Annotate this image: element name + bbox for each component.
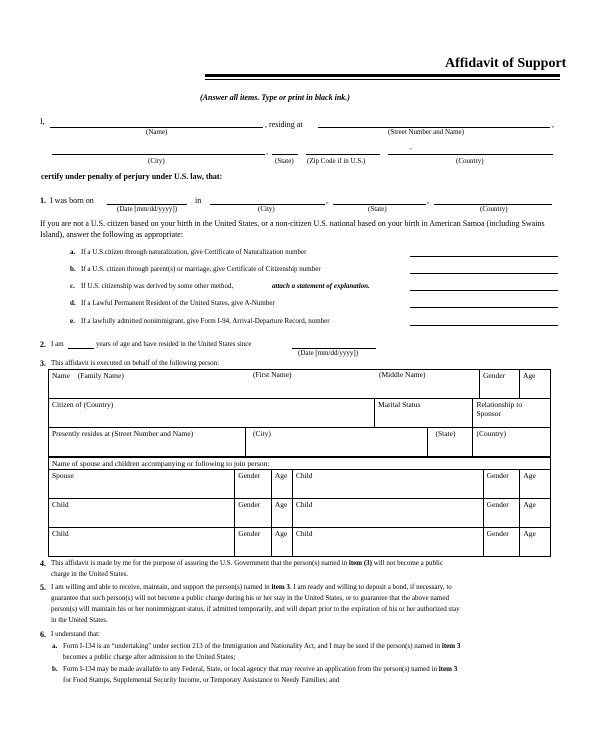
item5-text: [51, 583, 452, 592]
item3-text: This affidavit is executed on behalf of the following person:: [51, 359, 220, 367]
name-label: Name: [52, 371, 70, 380]
relationship-cell[interactable]: [473, 399, 551, 428]
item6-number: 6.: [40, 630, 46, 639]
gender-cell[interactable]: [483, 499, 520, 528]
gender-cell[interactable]: [235, 499, 272, 528]
item2-number: 2.: [40, 340, 46, 349]
option-c-letter: c.: [70, 282, 75, 290]
first-name-label: (First Name): [253, 370, 292, 379]
option-c-text: If U.S. citizenship was derived by some other method,: [81, 282, 234, 290]
item1-number: 1.: [40, 196, 46, 205]
birth-state-caption: (State): [368, 205, 387, 213]
child-label: Child: [52, 529, 69, 538]
age-label: Age: [274, 529, 288, 538]
marital-status-label: Marital Status: [378, 400, 421, 409]
citizenship-number-field[interactable]: [410, 273, 558, 274]
family-member-cell[interactable]: [292, 528, 483, 557]
family-name-label: (Family Name): [77, 371, 124, 380]
i94-number-field[interactable]: [410, 325, 558, 326]
item3-number: 3.: [40, 359, 46, 368]
other-method-field[interactable]: [410, 290, 558, 291]
beneficiary-table: [48, 369, 551, 457]
residence-city-cell[interactable]: [246, 428, 428, 457]
family-member-cell[interactable]: [292, 470, 483, 499]
age-label: Age: [523, 529, 536, 538]
item5-line3: person(s) will maintain his or her nonimmigrant status, if admitted temporarily, and will depart prior to the expiration of his or her authorized stay: [51, 605, 460, 613]
item5-line2: guarantee that such person(s) will not become a public charge during his or her stay in the United States, or to guarantee that the above named: [51, 594, 449, 602]
age-label: Age: [274, 500, 288, 509]
country-field[interactable]: [388, 154, 553, 155]
option-c-emphasis: attach a statement of explanation.: [272, 282, 370, 290]
relationship-label: Relationship to Sponsor: [476, 400, 523, 418]
gender-label: Gender: [486, 500, 509, 509]
born-on-label: I was born on: [50, 196, 94, 205]
spouse-label: Spouse: [52, 471, 74, 480]
item2-text-b: years of age and have resided in the United States since: [96, 340, 252, 348]
city-field[interactable]: [52, 154, 265, 155]
age-cell[interactable]: [520, 470, 551, 499]
in-label: in: [195, 196, 202, 205]
zip-caption: (Zip Code if in U.S.): [307, 157, 366, 165]
citizenship-cell[interactable]: [49, 399, 375, 428]
residing-at-label: , residing at: [265, 120, 303, 129]
i-label: I,: [40, 117, 45, 126]
item6b-letter: b.: [52, 665, 58, 673]
state-field[interactable]: [272, 154, 298, 155]
naturalization-number-field[interactable]: [410, 256, 558, 257]
age-cell[interactable]: [520, 370, 551, 399]
residence-state-label: (State): [435, 429, 456, 438]
item1-paragraph: If you are not a U.S. citizen based on your birth in the United States, or a non-citizen U.S. national based on your birth in American Samoa (including Swains Island), answer the following as appropriate:: [40, 219, 545, 239]
title-rule-thick: [205, 74, 560, 77]
marital-status-cell[interactable]: [375, 399, 473, 428]
gender-label: Gender: [486, 529, 509, 538]
middle-name-label: (Middle Name): [379, 370, 426, 379]
gender-label: Gender: [238, 529, 261, 538]
item4-line2: charge in the United States.: [51, 570, 129, 578]
item6-text: I understand that:: [51, 630, 100, 638]
birth-city-caption: (City): [258, 205, 275, 213]
residence-country-cell[interactable]: [473, 428, 551, 457]
beneficiary-name-cell[interactable]: [49, 370, 480, 399]
option-a-letter: a.: [70, 248, 76, 256]
item6a-text: [63, 642, 460, 651]
item6b-text-a: Form I-134 may be made available to any Federal, State, or local agency that may receive an application from the person(s) named in: [63, 665, 437, 673]
residence-country-label: (Country): [476, 429, 507, 438]
form-title: Affidavit of Support: [445, 56, 567, 71]
family-member-cell[interactable]: [49, 528, 235, 557]
resided-date-caption: (Date [mm/dd/yyyy]): [298, 349, 359, 357]
item2-text-a: I am: [51, 340, 64, 348]
item4-text-a: This affidavit is made by me for the purpose of assuring the U.S. Government that the person(s) named in: [51, 559, 348, 567]
item5-bold: item 3: [271, 583, 290, 591]
table-row: [49, 528, 551, 557]
item5-number: 5.: [40, 583, 46, 592]
item4-text-b: will not become a public: [373, 559, 443, 567]
state-caption: (State): [275, 157, 294, 165]
item6b-line2: for Food Stamps, Supplemental Security Income, or Temporary Assistance to Needy Families; and: [63, 676, 340, 684]
gender-cell[interactable]: [235, 528, 272, 557]
age-cell[interactable]: [271, 470, 292, 499]
gender-label: Gender: [486, 471, 509, 480]
item5-text-a: I am willing and able to receive, maintain, and support the person(s) named in: [51, 583, 270, 591]
table-row: [49, 470, 551, 499]
form-page: Affidavit of Support (Answer all items. Type or print in black ink.) I, , residing at , (Name) (Street Number and Name) , , (City) (State) (Zip Code if in U.S.) (Country) certify under penalty of perjury under U.S. law, that: 1. I was born on in , , (Date [mm/dd/yyyy]) (City) (State) (Country) If you are not a U.S. citizen based on your birth in the United States, or a non-citizen U.S. national based on your birth in American Samoa (including Swains Island), answer the following as appropriate: a. If a U.S.citizen through naturalization, give Certificate of Naturalization number b. If a U.S. citizen through parent(s) or marriage, give Certificate of Citizenship number c. If U.S. citizenship was derived by some other method, attach a statement of explanation. d. If a Lawful Permanent Resident of the United States, give A-Number e. If a lawfully admitted nonimmigrant, give Form I-94, Arrival-Departure Record, number 2. I am years of age and have resided in the United States since (Date [mm/dd/yyyy]) 3. This affidavit is executed on behalf of the following person: Name (Family Name) (First Name) (Middle Name) Gender Age Citizen of (Country) Marital Status Relationship to Sponsor Presently resides at (Street Number and Name) (City) (State) (Country) Name of spouse and children accompanying or following to join person: Spouse Gender Age Child Gender Age Child Gender Age Child Gender Age Child Gender Age Child Gender Age 4. This affidavit is made by me for the purpose of assuring the U.S. Government that the person(s) named in item (3) will not become a public charge in the United States. 5. I am willing and able to receive, maintain, and support the person(s) named in item 3. I am ready and willing to deposit a bond, if necessary, to guarantee that such person(s) will not become a public charge during his or her stay in the United States, or to guarantee that the above named person(s) will maintain his or her nonimmigrant status, if admitted temporarily, and will depart prior to the expiration of his or her authorized stay in the United States. 6. I understand that: a. Form I-134 is an “undertaking” under section 213 of the Immigration and Nationality Act, and I may be sued if the person(s) named in item 3 becomes a public charge after admission to the United States; b. Form I-134 may be made available to any Federal, State, or local agency that may receive an application from the person(s) named in item 3 for Food Stamps, Supplemental Security Income, or Temporary Assistance to Needy Families; and: [40, 56, 567, 684]
family-table: [48, 457, 551, 557]
option-d-text: If a Lawful Permanent Resident of the United States, give A-Number: [81, 299, 275, 307]
presently-resides-label: Presently resides at (Street Number and Name): [52, 429, 194, 438]
child-label: Child: [295, 471, 313, 480]
child-label: Child: [295, 500, 313, 509]
country-caption: (Country): [456, 157, 484, 165]
certify-statement: certify under penalty of perjury under U.S. law, that:: [41, 172, 223, 181]
option-b-letter: b.: [70, 265, 76, 273]
gender-cell[interactable]: [483, 470, 520, 499]
child-label: Child: [52, 500, 69, 509]
item4-text: [51, 559, 443, 568]
residence-state-cell[interactable]: [428, 428, 473, 457]
item6a-bold: item 3: [441, 642, 461, 650]
age-label: Age: [523, 500, 536, 509]
item5-text-b: . I am ready and willing to deposit a bond, if necessary, to: [289, 583, 452, 591]
family-header-cell: [49, 458, 551, 470]
city-caption: (City): [148, 157, 165, 165]
title-rule-thin: [205, 79, 560, 80]
gender-cell[interactable]: [480, 370, 520, 399]
age-cell[interactable]: [520, 528, 551, 557]
item6a-letter: a.: [52, 642, 58, 650]
item6a-line2: becomes a public charge after admission to the United States;: [63, 653, 236, 661]
gender-cell[interactable]: [483, 528, 520, 557]
street-address-cell[interactable]: [49, 428, 246, 457]
residence-city-label: (City): [253, 429, 271, 438]
age-cell[interactable]: [520, 499, 551, 528]
item6b-bold: item 3: [438, 665, 458, 673]
family-member-cell[interactable]: [292, 499, 483, 528]
gender-label: Gender: [238, 471, 261, 480]
item4-number: 4.: [40, 559, 46, 568]
spouse-children-label: Name of spouse and children accompanying or following to join person:: [52, 459, 270, 468]
gender-label: Gender: [238, 500, 261, 509]
street-caption: (Street Number and Name): [388, 128, 464, 136]
instructions: (Answer all items. Type or print in black ink.): [200, 93, 350, 102]
option-d-letter: d.: [70, 299, 76, 307]
table-row: [49, 499, 551, 528]
age-field[interactable]: [68, 348, 94, 349]
option-a-text: If a U.S.citizen through naturalization, give Certificate of Naturalization number: [81, 248, 307, 256]
option-e-letter: e.: [70, 317, 75, 325]
a-number-field[interactable]: [410, 307, 558, 308]
child-label: Child: [295, 529, 313, 538]
item6b-text: [63, 665, 457, 674]
gender-cell[interactable]: [235, 470, 272, 499]
item6a-text-a: Form I-134 is an “undertaking” under section 213 of the Immigration and Nationality Act, and I may be sued if the person(s) named in: [63, 642, 441, 650]
citizen-of-label: Citizen of (Country): [52, 400, 114, 409]
family-member-cell[interactable]: [49, 470, 235, 499]
age-cell[interactable]: [271, 499, 292, 528]
zip-field[interactable]: [306, 154, 380, 155]
age-label: Age: [523, 471, 536, 480]
family-member-cell[interactable]: [49, 499, 235, 528]
name-caption: (Name): [146, 128, 168, 136]
age-cell[interactable]: [271, 528, 292, 557]
birth-date-caption: (Date [mm/dd/yyyy]): [117, 205, 178, 213]
item4-bold: item (3): [348, 559, 373, 567]
option-b-text: If a U.S. citizen through parent(s) or marriage, give Certificate of Citizenship number: [81, 265, 321, 273]
birth-country-caption: (Country): [480, 205, 508, 213]
gender-label: Gender: [483, 371, 506, 380]
option-e-text: If a lawfully admitted nonimmigrant, give Form I-94, Arrival-Departure Record, number: [81, 317, 330, 325]
age-label: Age: [274, 471, 288, 480]
item5-line4: in the United States.: [51, 616, 108, 624]
age-label: Age: [523, 371, 536, 380]
